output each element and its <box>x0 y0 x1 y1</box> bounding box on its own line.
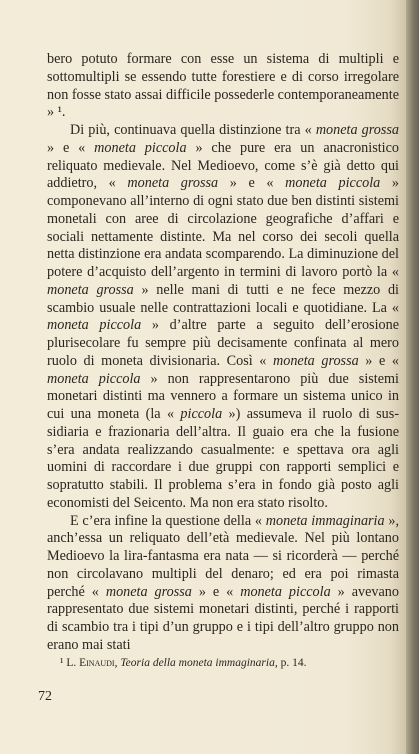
text-run: » e « <box>358 352 399 369</box>
text-run: Di più, continuava quella distinzione tra « <box>70 122 316 138</box>
text-run: ») assumeva il ruolo di sussidiaria e frazionaria dell’altra. Il guaio era che la fusione s’era andata realizzando casualmente: e spettava ora agli uomini di raccordare i due gruppi con rapporti semplici e sopratutto stabili. Il problema s’era in fondo già posto agli economisti del Seicento. Ma non era stato risolto. <box>47 406 399 511</box>
paragraph <box>47 513 399 655</box>
text-run: » avevano rappresentato due sistemi monetari distinti, perché i rapporti di scambio tra i tipi d’un gruppo e i tipi dell’altro gruppo non erano mai stati <box>47 583 399 653</box>
footnote-pages: p. 14. <box>280 657 307 669</box>
italic-text-run: moneta grossa <box>127 175 219 192</box>
body-text <box>47 51 399 655</box>
italic-text-run: moneta piccola <box>47 370 141 387</box>
italic-text-run: moneta grossa <box>273 352 359 369</box>
book-edge <box>406 0 419 754</box>
italic-text-run: moneta piccola <box>240 583 331 600</box>
paragraph <box>47 122 399 513</box>
text-run: » nelle mani di tutti e ne fece mezzo di scambio usuale nelle contrattazioni locali e quotidiane. La « <box>47 281 399 316</box>
text-run: E c’era infine la questione della « <box>70 512 266 529</box>
text-run: » che pure era un anacronistico reliquato medievale. Nel Medioevo, come s’è già detto qui addietro, « <box>47 139 399 192</box>
italic-text-run: moneta piccola <box>285 175 381 192</box>
italic-text-run: moneta grossa <box>315 122 399 138</box>
italic-text-run: moneta piccola <box>94 139 187 156</box>
footnote-marker: ¹ <box>60 657 64 669</box>
page-number: 72 <box>38 689 52 704</box>
paragraph <box>47 51 399 122</box>
text-run: » e « <box>191 583 241 600</box>
footnote-title: Teoria della moneta immaginaria, <box>120 657 278 669</box>
text-run: », anch’essa un reliquato dell’età medievale. Nel più lontano Medioevo la lira-fantasma era nata — si ricorderà — perché non circolavano multipli del denaro; ed era poi rimasta perché « <box>47 512 399 600</box>
italic-text-run: moneta grossa <box>47 281 134 298</box>
italic-text-run: moneta piccola <box>47 317 142 334</box>
text-run: » e « <box>218 175 286 192</box>
italic-text-run: moneta grossa <box>105 583 192 600</box>
text-run: » d’altre parte a seguito dell’erosione plurisecolare fu sempre più decisamente confinata al mero ruolo di moneta divisionaria. Così « <box>47 317 400 369</box>
text-run: bero potuto formare con esse un sistema di multipli e sottomultipli se essendo tutte forestiere e di corso irregolare non fosse stato assai difficile possederle contemporaneamente » ¹. <box>47 51 399 121</box>
text-run: » componevano all’interno di ogni stato due ben distinti sistemi monetali con aree di circolazione geografiche d’affari e sociali nettamente distinte. Ma nel corso dei secoli quella netta distinzione era andata scomparendo. La diminuzione del potere d’acquisto dell’argento in termini di lavoro portò la « <box>47 175 399 280</box>
footnote <box>47 656 399 670</box>
footnote-author: L. Einaudi, <box>66 657 118 669</box>
italic-text-run: piccola <box>180 406 223 422</box>
text-run: » e « <box>47 139 95 156</box>
italic-text-run: moneta immaginaria <box>265 512 385 529</box>
text-run: » non rappresentarono più due sistemi monetari distinti ma vennero a formare un sistema unico in cui una moneta (la « <box>47 370 399 422</box>
